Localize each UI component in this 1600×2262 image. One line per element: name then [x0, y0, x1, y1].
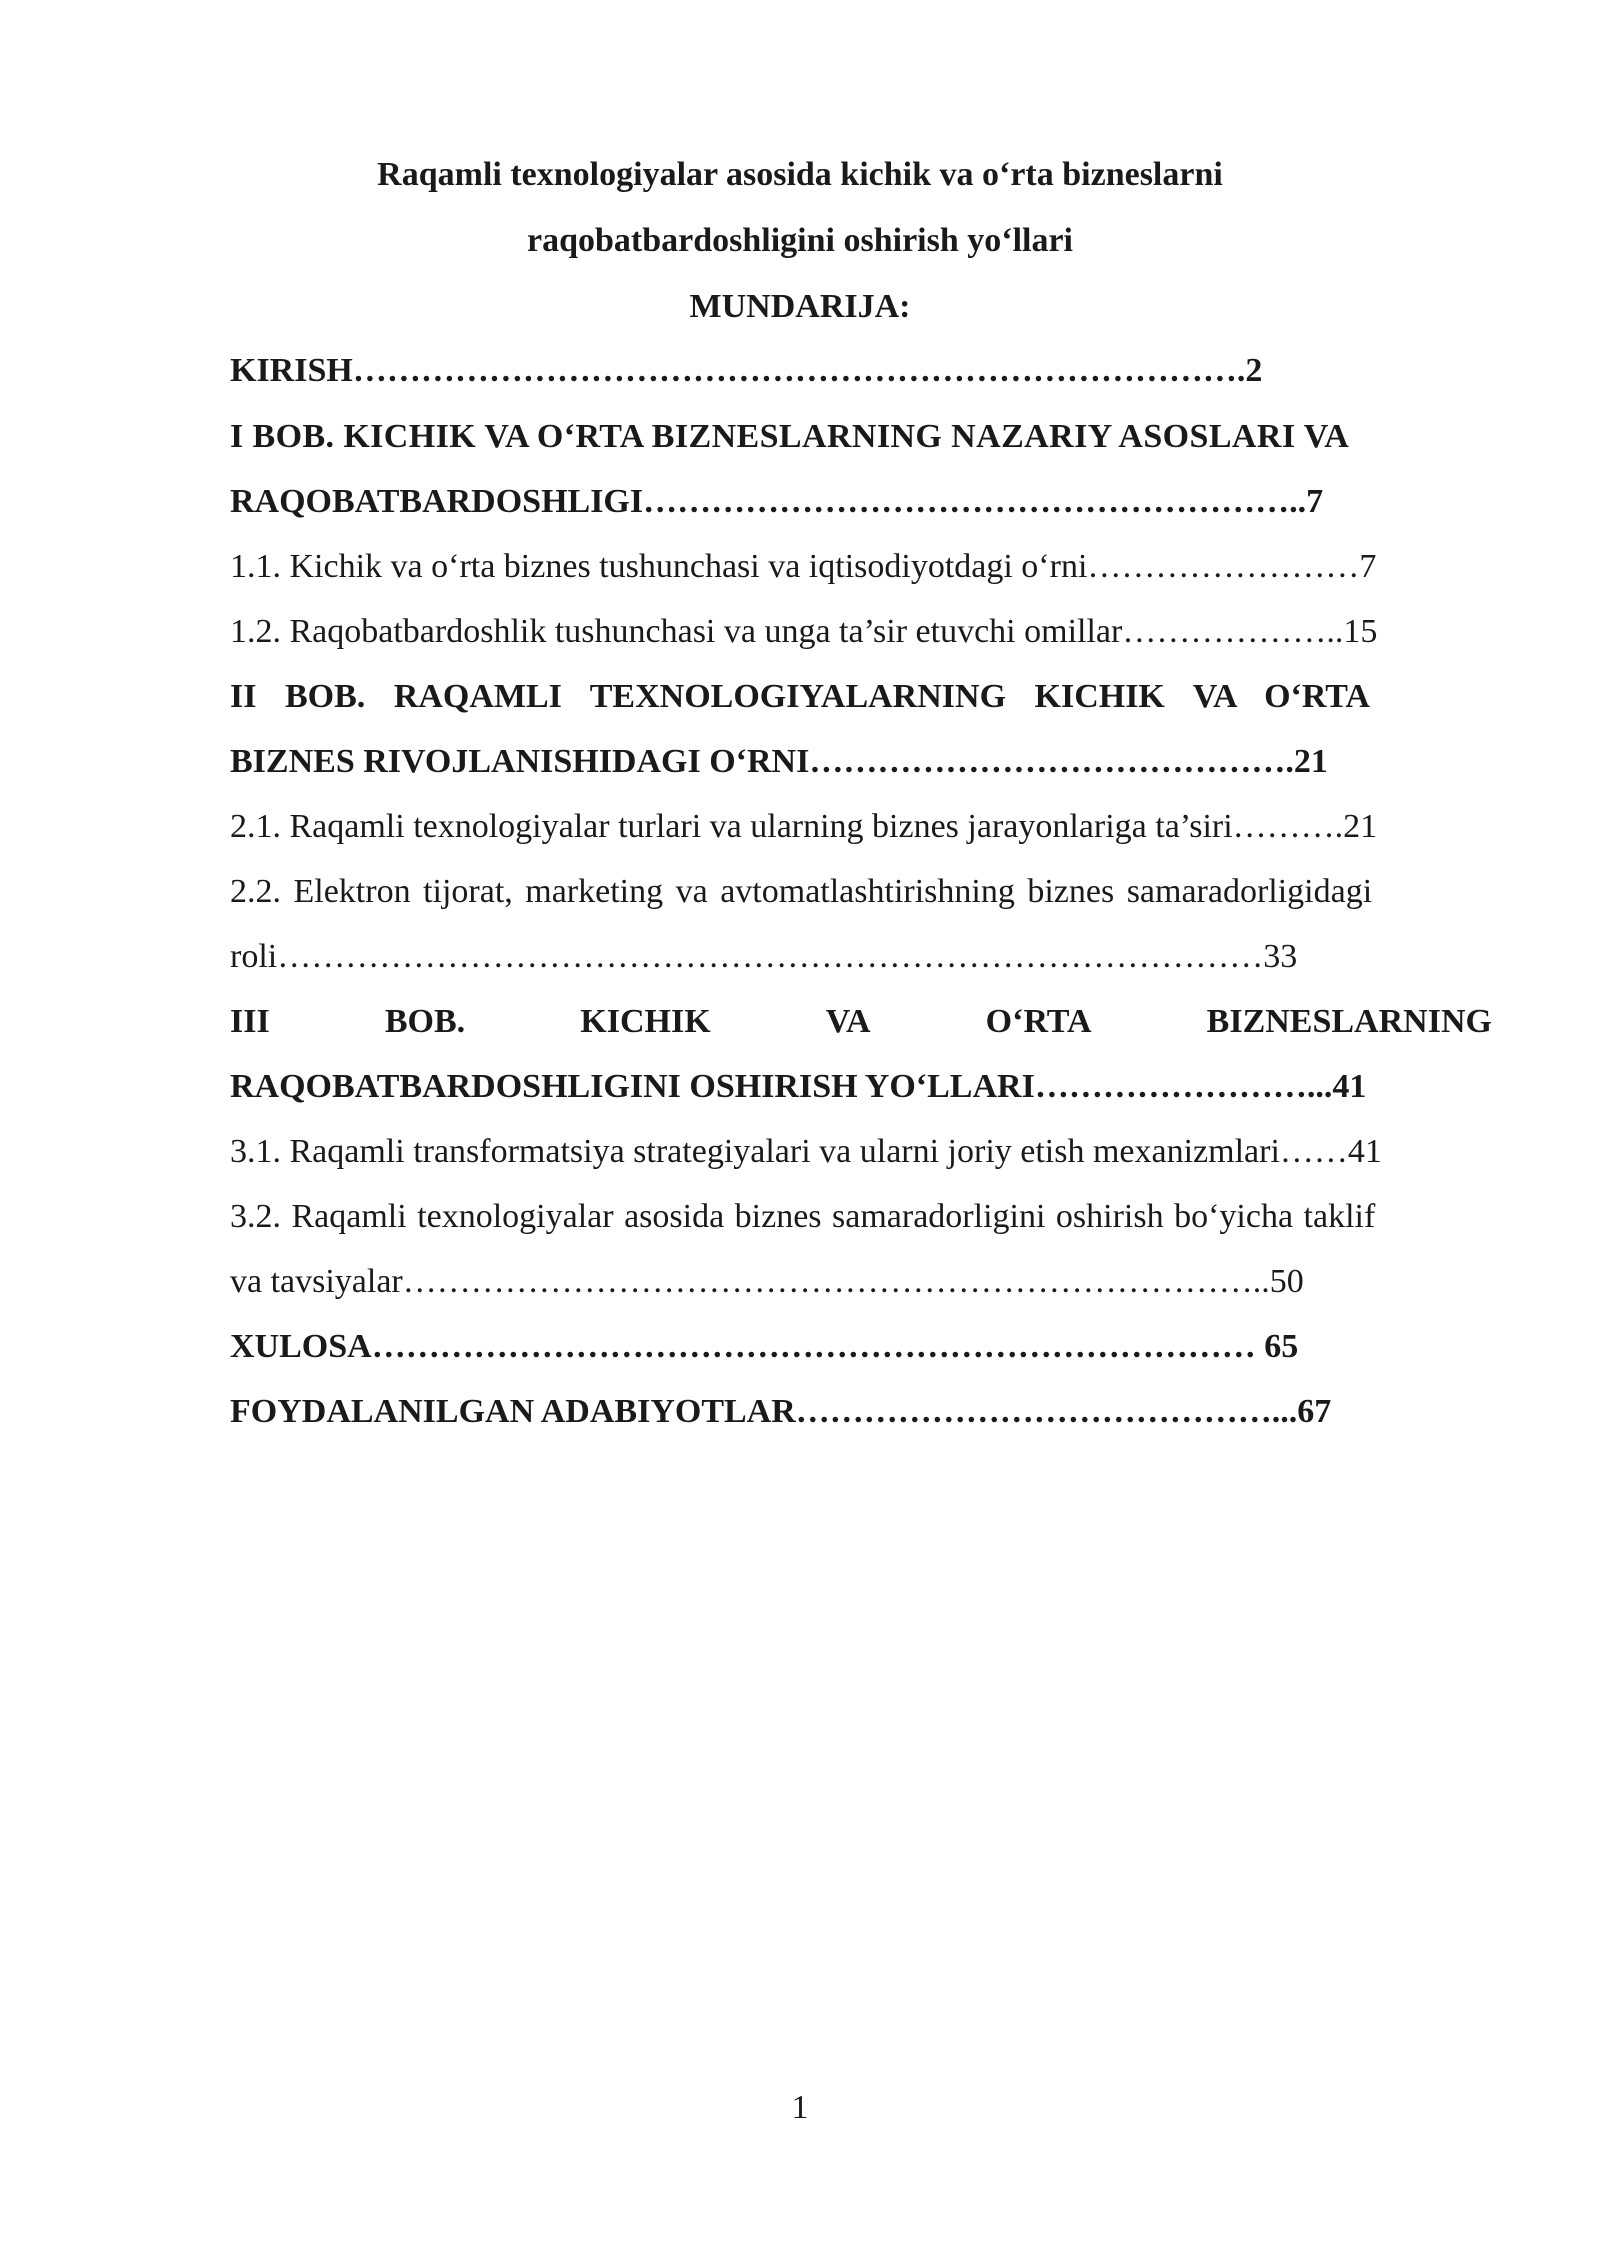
document-title-line-2: raqobatbardoshligini oshirish yo‘llari [527, 222, 1073, 259]
toc-entry-kirish: KIRISH…………………………………………………………………….2 [230, 352, 1263, 389]
toc-chapter-3-title-cont: RAQOBATBARDOSHLIGINI OSHIRISH YO‘LLARI……………………...41 [230, 1068, 1367, 1105]
toc-chapter-2-title: II BOB. RAQAMLI TEXNOLOGIYALARNING KICHIK VA O‘RTA [230, 678, 1370, 715]
toc-word: BIZNESLARNING [1206, 1003, 1492, 1040]
toc-section-2-1: 2.1. Raqamli texnologiyalar turlari va ularning biznes jarayonlariga ta’siri……….21 [230, 808, 1378, 845]
toc-section-3-1: 3.1. Raqamli transformatsiya strategiyalari va ularni joriy etish mexanizmlari……41 [230, 1133, 1382, 1170]
toc-section-2-2-cont: roli……………………………………………………………………………33 [230, 938, 1298, 975]
toc-word: KICHIK [580, 1003, 711, 1040]
toc-section-2-2: 2.2. Elektron tijorat, marketing va avtomatlashtirishning biznes samaradorligidagi [230, 873, 1373, 910]
toc-section-1-1: 1.1. Kichik va o‘rta biznes tushunchasi va iqtisodiyotdagi o‘rni……………………7 [230, 548, 1377, 585]
toc-entry-xulosa: XULOSA…………………………………………………………………… 65 [230, 1328, 1299, 1365]
toc-chapter-3-title [230, 1002, 1492, 1042]
toc-entry-adabiyotlar: FOYDALANILGAN ADABIYOTLAR……………………………………...67 [230, 1393, 1332, 1430]
toc-section-3-2-cont: va tavsiyalar…………………………………………………………………..50 [230, 1263, 1304, 1300]
toc-chapter-1-title: I BOB. KICHIK VA O‘RTA BIZNESLARNING NAZARIY ASOSLARI VA [230, 418, 1350, 455]
toc-heading: MUNDARIJA: [689, 288, 911, 325]
toc-word: VA [825, 1003, 871, 1040]
toc-word: III [230, 1003, 270, 1040]
toc-section-3-2: 3.2. Raqamli texnologiyalar asosida biznes samaradorligini oshirish bo‘yicha taklif [230, 1198, 1376, 1235]
toc-chapter-1-title-cont: RAQOBATBARDOSHLIGI…………………………………………………..7 [230, 483, 1324, 520]
toc-chapter-2-title-cont: BIZNES RIVOJLANISHIDAGI O‘RNI…………………………………….21 [230, 743, 1328, 780]
toc-word: BOB. [384, 1003, 466, 1040]
toc-word: O‘RTA [985, 1003, 1092, 1040]
page-number: 1 [791, 2089, 809, 2126]
toc-section-1-2: 1.2. Raqobatbardoshlik tushunchasi va unga ta’sir etuvchi omillar………………..15 [230, 613, 1378, 650]
document-title-line-1: Raqamli texnologiyalar asosida kichik va o‘rta bizneslarni [377, 156, 1223, 193]
